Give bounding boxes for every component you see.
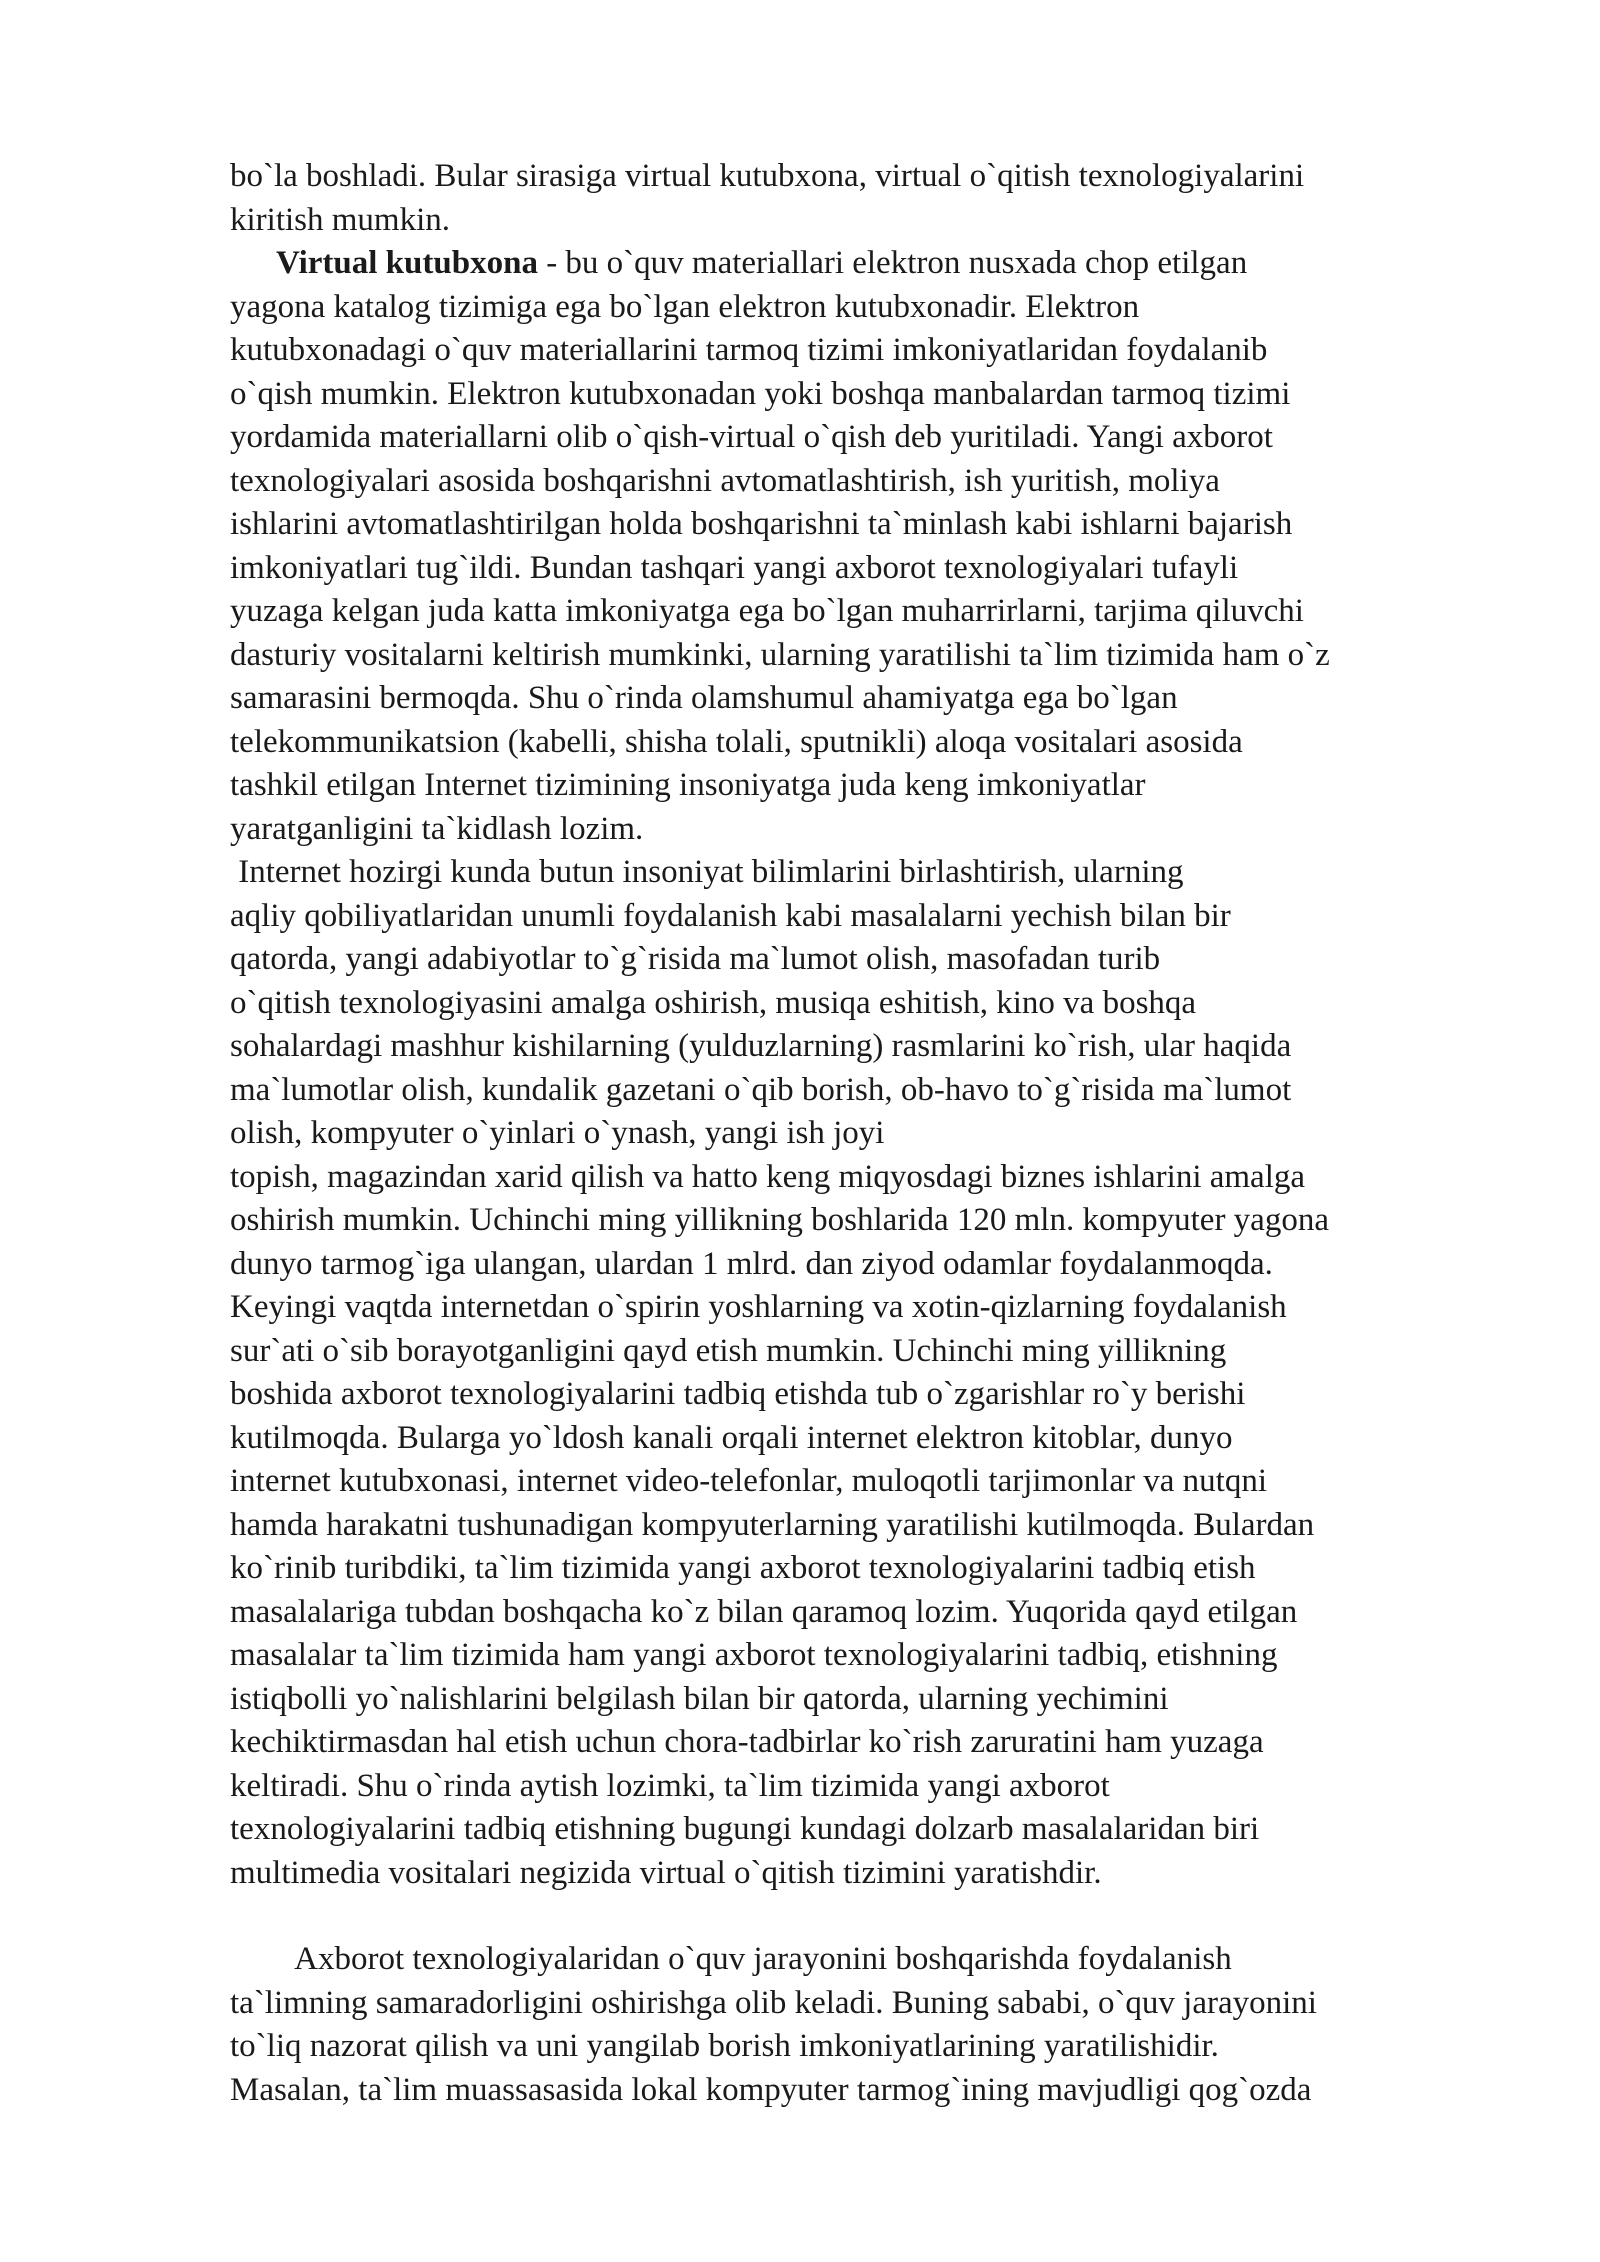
text-line: boshida axborot texnologiyalarini tadbiq etishda tub o`zgarishlar ro`y berishi (230, 1376, 1246, 1412)
text-line: tashkil etilgan Internet tizimining insoniyatga juda keng imkoniyatlar (230, 767, 1146, 803)
text-line: texnologiyalari asosida boshqarishni avtomatlashtirish, ish yuritish, moliya (230, 462, 1220, 499)
text-line: keltiradi. Shu o`rinda aytish lozimki, ta`lim tizimida yangi axborot (230, 1767, 1110, 1804)
text-line: ko`rinib turibdiki, ta`lim tizimida yangi axborot texnologiyalarini tadbiq etish (230, 1550, 1256, 1586)
text-line: Keyingi vaqtda internetdan o`spirin yoshlarning va xotin-qizlarning foydalanish (230, 1289, 1287, 1325)
text-line: yuzaga kelgan juda katta imkoniyatga ega bo`lgan muharrirlarni, tarjima qiluvchi (230, 593, 1304, 629)
text-line: kutilmoqda. Bularga yo`ldosh kanali orqali internet elektron kitoblar, dunyo (230, 1419, 1233, 1456)
text-line: Internet hozirgi kunda butun insoniyat bilimlarini birlashtirish, ularning (230, 854, 1184, 890)
text-line: kutubxonadagi o`quv materiallarini tarmoq tizimi imkoniyatlaridan foydalanib (230, 332, 1268, 368)
text-line: olish, kompyuter o`yinlari o`ynash, yangi ish joyi (230, 1115, 885, 1151)
text-line: texnologiyalarini tadbiq etishning bugungi kundagi dolzarb masalalaridan biri (230, 1811, 1260, 1847)
text-line: hamda harakatni tushunadigan kompyuterlarning yaratilishi kutilmoqda. Bulardan (230, 1506, 1315, 1543)
text-line: o`qitish texnologiyasini amalga oshirish, musiqa eshitish, kino va boshqa (230, 984, 1197, 1021)
text-line: Axborot texnologiyalaridan o`quv jarayonini boshqarishda foydalanish (230, 1941, 1232, 1977)
text-line: topish, magazindan xarid qilish va hatto keng miqyosdagi biznes ishlarini amalga (230, 1158, 1306, 1195)
text-line: sohalardagi mashhur kishilarning (yulduzlarning) rasmlarini ko`rish, ular haqida (230, 1028, 1292, 1064)
text-line: o`qish mumkin. Elektron kutubxonadan yoki boshqa manbalardan tarmoq tizimi (230, 375, 1291, 412)
text-line: oshirish mumkin. Uchinchi ming yillikning boshlarida 120 mln. kompyuter yagona (230, 1202, 1329, 1238)
text-line: ishlarini avtomatlashtirilgan holda boshqarishni ta`minlash kabi ishlarni bajarish (230, 506, 1293, 542)
text-line: samarasini bermoqda. Shu o`rinda olamshumul ahamiyatga ega bo`lgan (230, 680, 1178, 716)
text-line: dunyo tarmog`iga ulangan, ulardan 1 mlrd. dan ziyod odamlar foydalanmoqda. (230, 1245, 1273, 1282)
text-line: ma`lumotlar olish, kundalik gazetani o`qib borish, ob-havo to`g`risida ma`lumot (230, 1071, 1292, 1108)
text-line: dasturiy vositalarni keltirish mumkinki, ularning yaratilishi ta`lim tizimida ham o`z (230, 636, 1330, 673)
term-definition: - bu o`quv materiallari elektron nusxada chop etilgan (537, 245, 1248, 281)
definition-line (230, 242, 1500, 286)
text-line: kechiktirmasdan hal etish uchun chora-tadbirlar ko`rish zaruratini ham yuzaga (230, 1724, 1264, 1760)
text-line: qatorda, yangi adabiyotlar to`g`risida ma`lumot olish, masofadan turib (230, 941, 1161, 977)
text-line: bo`la boshladi. Bular sirasiga virtual kutubxona, virtual o`qitish texnologiyalarini (230, 158, 1305, 194)
text-line: yagona katalog tizimiga ega bo`lgan elektron kutubxonadir. Elektron (230, 288, 1140, 325)
text-line: multimedia vositalari negizida virtual o`qitish tizimini yaratishdir. (230, 1854, 1102, 1891)
second-paragraph (230, 1938, 1500, 2112)
text-line: kiritish mumkin. (230, 201, 451, 238)
text-line: to`liq nazorat qilish va uni yangilab borish imkoniyatlarining yaratilishidir. (230, 2028, 1219, 2064)
text-line: istiqbolli yo`nalishlarini belgilash bilan bir qatorda, ularning yechimini (230, 1680, 1169, 1717)
text-line: aqliy qobiliyatlaridan unumli foydalanish kabi masalalarni yechish bilan bir (230, 897, 1231, 934)
text-line: yordamida materiallarni olib o`qish-virtual o`qish deb yuritiladi. Yangi axborot (230, 419, 1273, 455)
text-line: ta`limning samaradorligini oshirishga olib keladi. Buning sababi, o`quv jarayonini (230, 1984, 1317, 2021)
text-line: Masalan, ta`lim muassasasida lokal kompyuter tarmog`ining mavjudligi qog`ozda (230, 2071, 1312, 2108)
text-line: internet kutubxonasi, internet video-telefonlar, muloqotli tarjimonlar va nutqni (230, 1463, 1268, 1499)
text-line: imkoniyatlari tug`ildi. Bundan tashqari yangi axborot texnologiyalari tufayli (230, 549, 1239, 586)
text-line: telekommunikatsion (kabelli, shisha tolali, sputnikli) aloqa vositalari asosida (230, 723, 1243, 760)
main-text-block (230, 155, 1500, 1895)
text-line: sur`ati o`sib borayotganligini qayd etish mumkin. Uchinchi ming yillikning (230, 1332, 1227, 1369)
text-line: yaratganligini ta`kidlash lozim. (230, 810, 644, 847)
text-line: masalalariga tubdan boshqacha ko`z bilan qaramoq lozim. Yuqorida qayd etilgan (230, 1593, 1298, 1630)
text-line: masalalar ta`lim tizimida ham yangi axborot texnologiyalarini tadbiq, etishning (230, 1637, 1278, 1673)
term-bold: Virtual kutubxona (276, 245, 538, 281)
